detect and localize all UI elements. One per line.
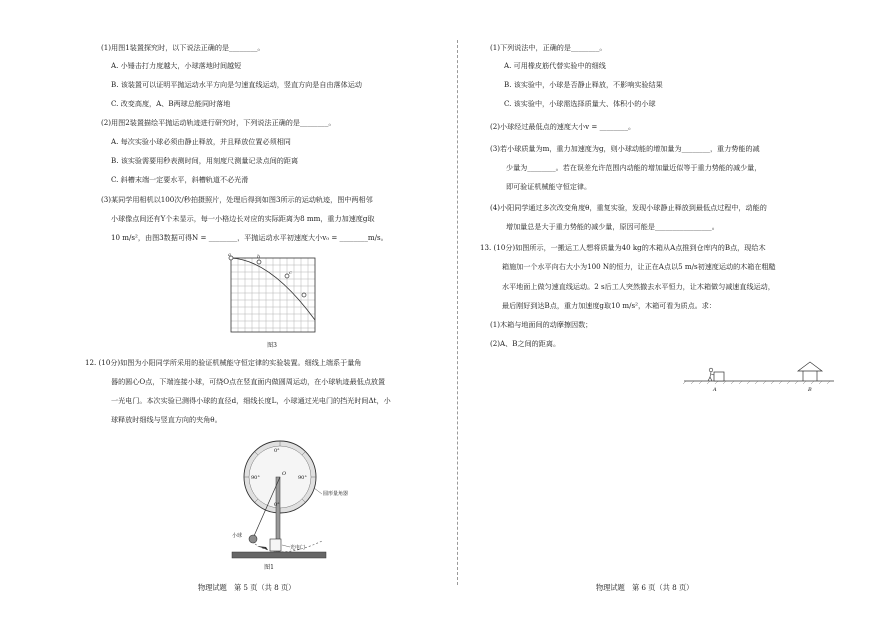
- point-a-label: A: [713, 387, 717, 393]
- option-a: A. 可用橡皮筋代替实验中的细线: [504, 61, 606, 70]
- angle-label-left: 90°: [251, 475, 260, 481]
- angle-label-right: 90°: [298, 475, 307, 481]
- question-11-part-3-cont: 小球像点间还有Y个未显示，每一小格边长对应的实际距离为8 mm，重力加速度g取: [111, 214, 375, 223]
- page-6-footer: 物理试题 第 6 页（共 8 页）: [596, 583, 694, 592]
- figure-1-apparatus: [210, 433, 430, 568]
- option-b: B. 该装置可以证明平抛运动水平方向是匀速直线运动，竖直方向是自由落体运动: [111, 80, 362, 89]
- point-b-label: b: [257, 254, 261, 260]
- question-11-part-3-cont: 10 m/s²，由图3数据可得N = ________，平抛运动水平初速度大小v₀ = ________m/s。: [111, 233, 388, 242]
- figure-warehouse: [682, 350, 837, 400]
- point-a-label: a: [228, 252, 231, 258]
- question-12-stem-cont: 一光电门。本次实验已测得小球的直径d，细线长度L，小球通过光电门的挡光时间Δt，小: [111, 396, 391, 405]
- figure-1-caption: 图1: [264, 564, 274, 571]
- question-11-part-1: (1)用图1装置探究时，以下说法正确的是________。: [101, 43, 265, 52]
- question-12-part-3-cont: 少量为________。若在误差允许范围内动能的增加量近似等于重力势能的减少量，: [506, 163, 762, 172]
- question-12-part-3-cont: 即可验证机械能守恒定律。: [506, 182, 592, 191]
- page-divider: [457, 40, 458, 585]
- question-13-stem-cont: 水平地面上做匀速直线运动。2 s后工人突然撤去水平恒力，让木箱做匀减速直线运动，: [502, 282, 775, 291]
- angle-label-bottom: 0°: [274, 502, 280, 508]
- figure-3-grid: [216, 250, 328, 340]
- page-5-footer: 物理试题 第 5 页（共 8 页）: [198, 583, 296, 592]
- ball-label: 小球: [232, 533, 243, 539]
- question-13-part-1: (1)木箱与地面间的动摩擦因数；: [490, 320, 593, 329]
- question-13-stem-cont: 箱施加一个水平向右大小为100 N的恒力，让正在A点以5 m/s初速度运动的木箱在粗糙: [502, 262, 776, 271]
- protractor-label: 圆形量角器: [323, 491, 349, 497]
- center-o-label: O: [282, 471, 287, 477]
- question-11-part-3: (3)某同学用相机以100次/秒拍摄照片，处理后得到如图3所示的运动轨迹，图中两相邻: [101, 195, 373, 204]
- angle-label-top: 0°: [274, 448, 280, 454]
- point-b-label: B: [808, 387, 812, 393]
- option-a: A. 小锤击打力度越大，小球落地时间越短: [111, 61, 242, 70]
- option-b: B. 该实验需要用秒表测时间，用刻度尺测量记录点间的距离: [111, 156, 299, 165]
- option-c: C. 斜槽末端一定要水平，斜槽轨道不必光滑: [111, 175, 249, 184]
- question-12-stem-cont: 球释放时细线与竖直方向的夹角θ。: [111, 415, 222, 424]
- question-13-stem: 13. (10分)如图所示，一搬运工人想将质量为40 kg的木箱从A点推到仓库内的B点，现给木: [480, 243, 766, 252]
- point-c-label: c: [289, 270, 292, 276]
- option-a: A. 每次实验小球必须由静止释放，并且释放位置必须相同: [111, 137, 291, 146]
- question-12-stem: 12. (10分)如图为小阳同学所采用的验证机械能守恒定律的实验装置。细线上端系于量角: [85, 358, 362, 367]
- photogate-label: 光电门: [290, 545, 306, 551]
- option-c: C. 该实验中，小球需选择质量大、体积小的小球: [504, 99, 656, 108]
- figure-3-caption: 图3: [267, 342, 277, 349]
- question-11-part-2: (2)用图2装置描绘平抛运动轨迹进行研究时，下列说法正确的是________。: [101, 118, 336, 127]
- question-13-stem-cont: 最后刚好到达B点，重力加速度g取10 m/s²，木箱可看为质点。求：: [502, 301, 716, 310]
- question-12-part-3: (3)若小球质量为m，重力加速度为g，则小球动能的增加量为________，重力势能的减: [490, 144, 760, 153]
- question-13-part-2: (2)A、B之间的距离。: [490, 339, 561, 348]
- question-12-part-1: (1)下列说法中，正确的是________。: [490, 43, 607, 52]
- question-12-part-4: (4)小阳同学通过多次改变角度θ，重复实验，发现小球静止释放到最低点过程中，动能的: [490, 203, 767, 212]
- question-12-part-2: (2)小球经过最低点的速度大小v = ________。: [490, 122, 636, 131]
- option-c: C. 改变高度，A、B两球总能同时落地: [111, 99, 231, 108]
- question-12-part-4-cont: 增加量总是大于重力势能的减少量，原因可能是________________。: [506, 222, 719, 231]
- question-12-stem-cont: 器的圆心O点，下端连接小球，可绕O点在竖直面内做圆周运动，在小球轨迹最低点放置: [111, 377, 386, 386]
- option-b: B. 该实验中，小球是否静止释放，不影响实验结果: [504, 80, 663, 89]
